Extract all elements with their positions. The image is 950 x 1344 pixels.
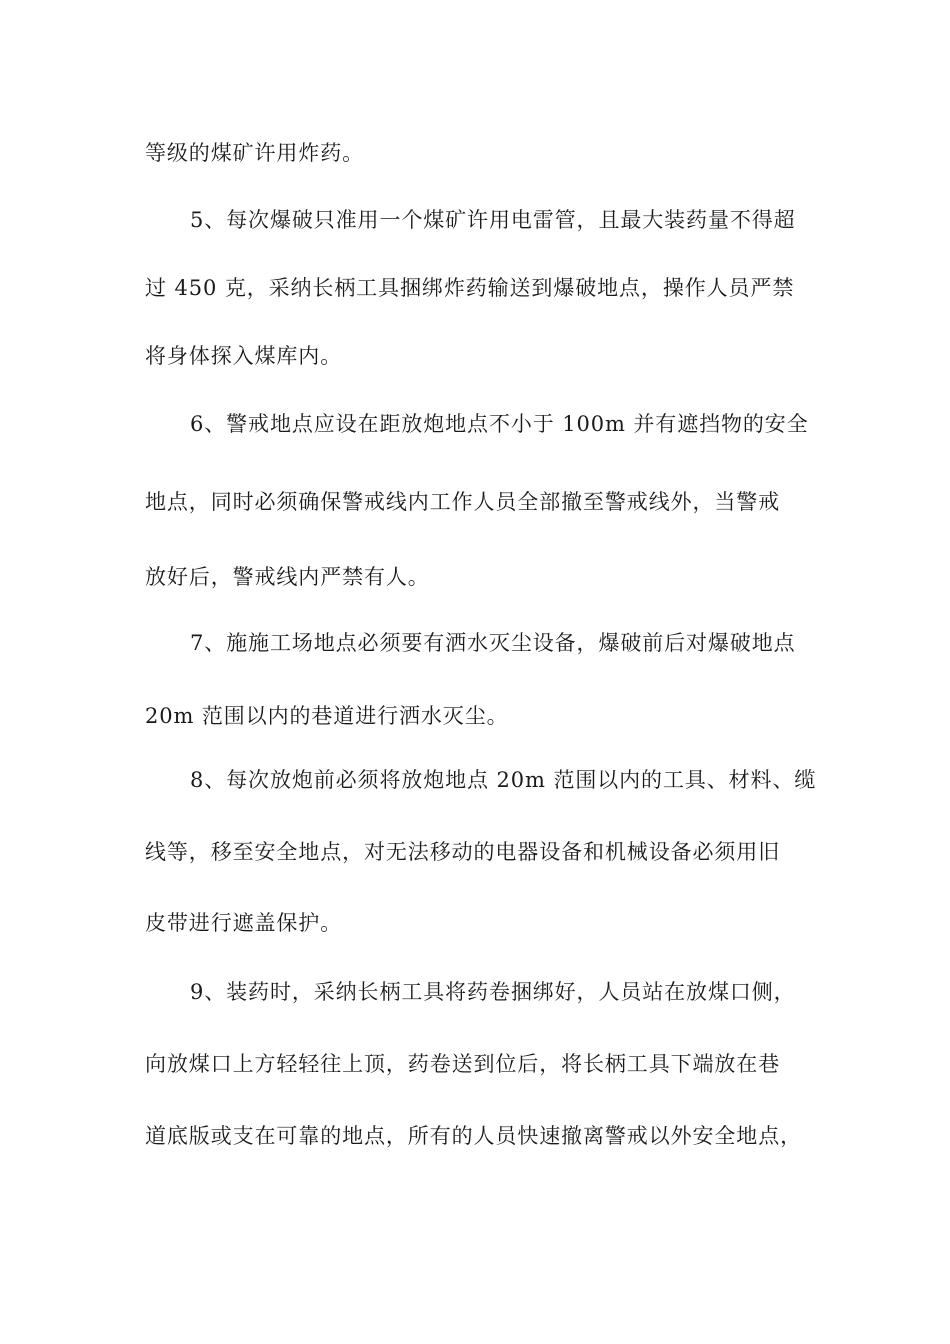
text-line: 6、警戒地点应设在距放炮地点不小于 100m 并有遮挡物的安全 — [190, 412, 809, 436]
text-line: 20m 范围以内的巷道进行洒水灭尘。 — [145, 704, 509, 728]
text-line: 5、每次爆破只准用一个煤矿许用电雷管，且最大装药量不得超 — [190, 208, 796, 232]
text-line: 地点，同时必须确保警戒线内工作人员全部撤至警戒线外，当警戒 — [145, 490, 781, 514]
text-line: 8、每次放炮前必须将放炮地点 20m 范围以内的工具、材料、缆 — [190, 768, 817, 792]
text-line: 7、施施工场地点必须要有洒水灭尘设备，爆破前后对爆破地点 — [190, 631, 796, 655]
text-line: 道底版或支在可靠的地点，所有的人员快速撤离警戒以外安全地点， — [145, 1124, 802, 1148]
text-line: 皮带进行遮盖保护。 — [145, 911, 343, 935]
text-line: 9、装药时，采纳长柄工具将药卷捆绑好，人员站在放煤口侧， — [190, 980, 796, 1004]
text-line: 向放煤口上方轻轻往上顶，药卷送到位后，将长柄工具下端放在巷 — [145, 1052, 781, 1076]
text-line: 将身体探入煤库内。 — [145, 344, 343, 368]
text-line: 线等，移至安全地点，对无法移动的电器设备和机械设备必须用旧 — [145, 840, 781, 864]
text-line: 放好后，警戒线内严禁有人。 — [145, 565, 430, 589]
text-line: 等级的煤矿许用炸药。 — [145, 141, 364, 165]
text-line: 过 450 克，采纳长柄工具捆绑炸药输送到爆破地点，操作人员严禁 — [145, 276, 795, 300]
